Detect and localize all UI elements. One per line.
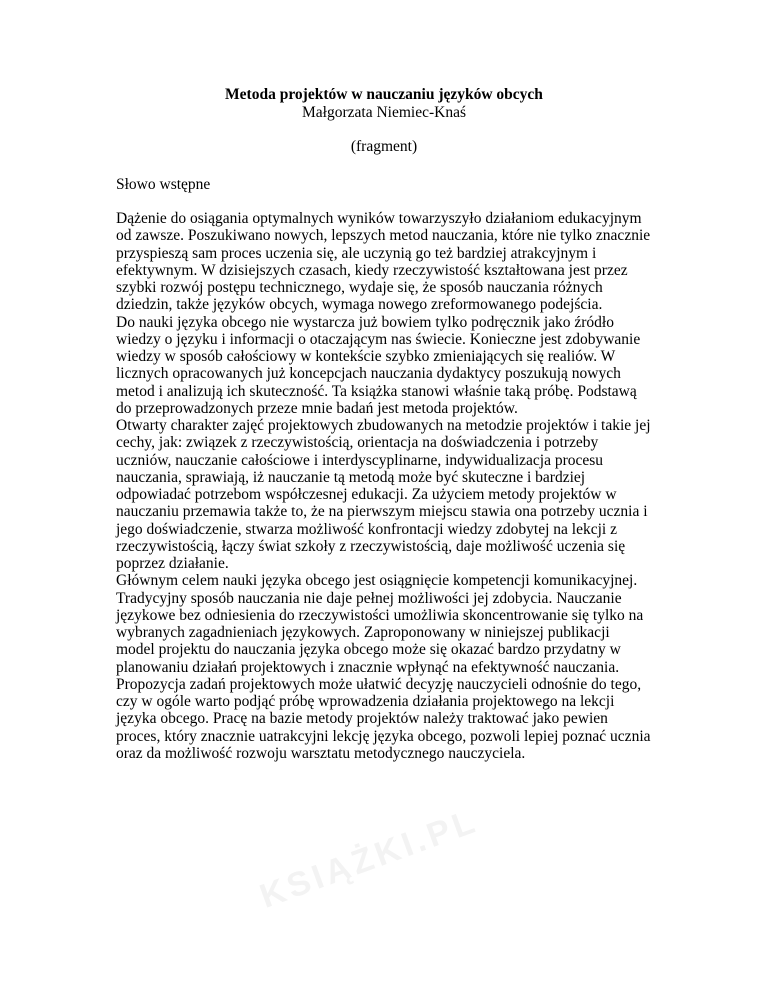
- text-line: Dążenie do osiągania optymalnych wyników towarzyszyło działaniom edukacyjnym: [116, 210, 642, 227]
- text-line: wiedzy w sposób całościowy w kontekście szybko zmieniających się realiów. W: [116, 348, 616, 365]
- text-line: wiedzy o języku i informacji o otaczającym nas świecie. Konieczne jest zdobywanie: [116, 330, 641, 348]
- text-line: licznych opracowanych już koncepcjach nauczania dydaktycy poszukują nowych: [116, 365, 621, 383]
- text-line: języka obcego. Pracę na bazie metody projektów należy traktować jako pewien: [116, 710, 608, 728]
- watermark: KSIĄŻKI.PL: [255, 801, 484, 916]
- text-line: przyspieszą sam proces uczenia się, ale uczynią go też bardziej atrakcyjnym i: [116, 244, 597, 262]
- text-line: odpowiadać potrzebom współczesnej edukacji. Za użyciem metody projektów w: [116, 486, 617, 503]
- document-title: Metoda projektów w nauczaniu języków obcych: [225, 86, 543, 103]
- text-line: Tradycyjny sposób nauczania nie daje pełnej możliwości jej zdobycia. Nauczanie: [116, 589, 622, 607]
- text-line: od zawsze. Poszukiwano nowych, lepszych metod nauczania, które nie tylko znacznie: [116, 227, 651, 245]
- text-line: szybki rozwój postępu technicznego, wydaje się, że sposób nauczania różnych: [116, 279, 603, 296]
- text-line: Propozycja zadań projektowych może ułatwić decyzję nauczycieli odnośnie do tego,: [116, 675, 642, 693]
- text-line: do przeprowadzonych przeze mnie badań jest metoda projektów.: [116, 399, 518, 417]
- text-line: rzeczywistością, łączy świat szkoły z rzeczywistością, daje możliwość uczenia się: [116, 537, 626, 555]
- text-line: językowe bez odniesienia do rzeczywistości umożliwia skoncentrowanie się tylko na: [116, 606, 644, 624]
- text-line: Do nauki języka obcego nie wystarcza już bowiem tylko podręcznik jako źródło: [116, 313, 614, 331]
- text-line: czy w ogóle warto podjąć próbę wprowadzenia działania projektowego na lekcji: [116, 693, 615, 710]
- section-heading: Słowo wstępne: [116, 176, 211, 193]
- text-line: poprzez działanie.: [116, 555, 229, 572]
- text-line: cechy, jak: związek z rzeczywistością, orientacja na doświadczenia i potrzeby: [116, 434, 599, 452]
- text-line: uczniów, nauczanie całościowe i interdyscyplinarne, indywidualizacja procesu: [116, 451, 604, 469]
- text-line: dziedzin, także języków obcych, wymaga nowego zreformowanego podejścia.: [116, 296, 603, 314]
- text-line: metod i analizują ich skuteczność. Ta książka stanowi właśnie taką próbę. Podstawą: [116, 382, 637, 400]
- text-line: Głównym celem nauki języka obcego jest osiągnięcie kompetencji komunikacyjnej.: [116, 572, 638, 590]
- text-line: Otwarty charakter zajęć projektowych zbudowanych na metodzie projektów i takie jej: [116, 417, 651, 434]
- text-line: oraz da możliwość rozwoju warsztatu metodycznego nauczyciela.: [116, 744, 526, 762]
- text-line: nauczania, sprawiają, iż nauczanie tą metodą może być skuteczne i bardziej: [116, 468, 586, 486]
- body-text: [116, 210, 676, 762]
- text-line: model projektu do nauczania języka obcego może się okazać bardzo przydatny w: [116, 641, 621, 659]
- document-author: Małgorzata Niemiec-Knaś: [302, 104, 466, 121]
- text-line: efektywnym. W dzisiejszych czasach, kiedy rzeczywistość kształtowana jest przez: [116, 261, 628, 279]
- text-line: jego doświadczenie, stwarza możliwość konfrontacji wiedzy zdobytej na lekcji z: [116, 520, 617, 538]
- fragment-note: (fragment): [350, 138, 418, 155]
- text-line: wybranych zagadnieniach językowych. Zaproponowany w niniejszej publikacji: [116, 624, 610, 641]
- text-line: proces, który znacznie uatrakcyjni lekcję języka obcego, pozwoli lepiej poznać ucznia: [116, 727, 651, 745]
- text-line: planowaniu działań projektowych i znacznie wpłynąć na efektywność nauczania.: [116, 658, 620, 676]
- text-line: nauczaniu przemawia także to, że na pierwszym miejscu stawia ona potrzeby ucznia i: [116, 503, 648, 521]
